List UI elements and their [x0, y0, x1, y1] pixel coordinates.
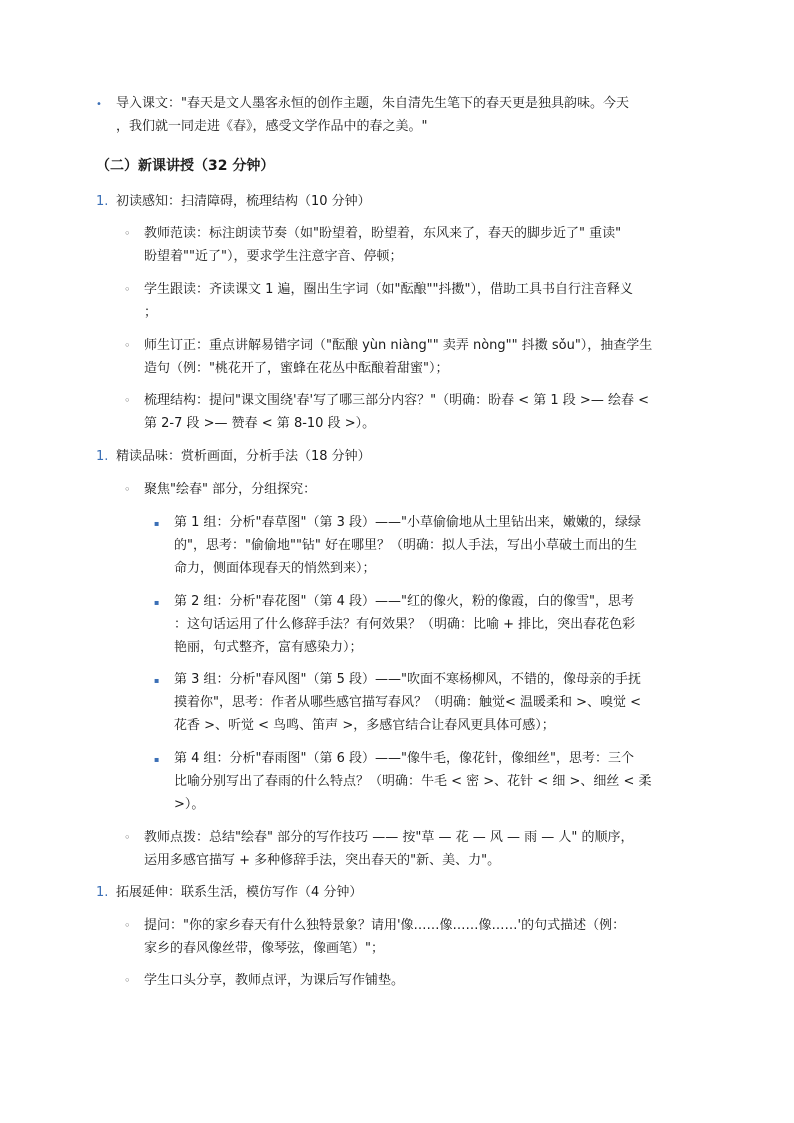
- step-1-item-4: [124, 389, 724, 435]
- item-line: ：这句话运用了什么修辞手法？有何效果？（明确：比喻 + 排比，突出春花色彩: [174, 617, 636, 632]
- item-line: 教师范读：标注朗读节奏（如"盼望着，盼望着，东风来了，春天的脚步近了" 重读": [144, 226, 622, 241]
- step-number: 1.: [96, 194, 109, 209]
- item-line: 聚焦"绘春" 部分，分组探究：: [144, 482, 317, 497]
- item-line: 第 2 组：分析"春花图"（第 4 段）——"红的像火，粉的像霞，白的像雪"，思考: [174, 594, 634, 609]
- step-3-heading: [96, 881, 716, 904]
- intro-line-2: ，我们就一同走进《春》，感受文学作品中的春之美。": [116, 119, 428, 134]
- item-line: 的"，思考："偷偷地""钻" 好在哪里？（明确：拟人手法，写出小草破土而出的生: [174, 538, 638, 553]
- item-line: 花香 >、听觉 < 鸟鸣、笛声 >，多感官结合让春风更具体可感）；: [174, 718, 555, 733]
- item-line: 师生订正：重点讲解易错字词（"酝酿 yùn niàng"" 卖弄 nòng"" 抖擞 sǒu"），抽查学生: [144, 338, 653, 353]
- item-line: 家乡的春风像丝带，像琴弦，像画笔）"；: [144, 941, 384, 956]
- item-line: 第 3 组：分析"春风图"（第 5 段）——"吹面不寒杨柳风，不错的，像母亲的手抚: [174, 672, 642, 687]
- group-item-3: [154, 668, 714, 737]
- item-line: 梳理结构：提问"课文围绕'春'写了哪三部分内容？"（明确：盼春 < 第 1 段 >— 绘春 <: [144, 393, 649, 408]
- square-marker: ▪: [154, 519, 160, 528]
- item-line: 第 4 组：分析"春雨图"（第 6 段）——"像牛毛，像花针，像细丝"，思考：三个: [174, 751, 634, 766]
- intro-line-1: 导入课文："春天是文人墨客永恒的创作主题，朱自清先生笔下的春天更是独具韵味。今天: [116, 96, 629, 111]
- item-line: 盼望着""近了"），要求学生注意字音、停顿；: [144, 249, 403, 264]
- square-marker: ▪: [154, 598, 160, 607]
- item-line: ；: [144, 305, 158, 320]
- step-2-focus: [124, 478, 724, 501]
- item-line: 第 1 组：分析"春草图"（第 3 段）——"小草偷偷地从土里钻出来，嫩嫩的，绿绿: [174, 515, 642, 530]
- circle-marker: ◦: [124, 919, 131, 932]
- step-1-item-3: [124, 334, 724, 380]
- bullet-marker: •: [96, 99, 102, 110]
- circle-marker: ◦: [124, 394, 131, 407]
- item-line: 命力，侧面体现春天的悄然到来）；: [174, 561, 376, 576]
- circle-marker: ◦: [124, 227, 131, 240]
- item-line: 摸着你"，思考：作者从哪些感官描写春风？（明确：触觉< 温暖柔和 >、嗅觉 <: [174, 695, 642, 710]
- item-line: 运用多感官描写 + 多种修辞手法，突出春天的"新、美、力"。: [144, 853, 501, 868]
- circle-marker: ◦: [124, 483, 131, 496]
- step-2-title: 精读品味：赏析画面，分析手法（18 分钟）: [116, 449, 371, 464]
- step-2-heading: [96, 445, 716, 468]
- item-line: 造句（例："桃花开了，蜜蜂在花丛中酝酿着甜蜜"）；: [144, 361, 449, 376]
- step-1-item-2: [124, 278, 724, 324]
- item-line: 提问："你的家乡春天有什么独特景象？请用'像……像……像……'的句式描述（例：: [144, 918, 626, 933]
- group-item-4: [154, 747, 714, 816]
- step-1-title: 初读感知：扫清障碍，梳理结构（10 分钟）: [116, 194, 371, 209]
- step-3-item-2: [124, 969, 724, 992]
- item-line: 第 2-7 段 >— 赞春 < 第 8-10 段 >）。: [144, 416, 376, 431]
- item-line: 学生口头分享，教师点评，为课后写作铺垫。: [144, 973, 405, 988]
- circle-marker: ◦: [124, 974, 131, 987]
- step-number: 1.: [96, 449, 109, 464]
- circle-marker: ◦: [124, 831, 131, 844]
- step-2-summary: [124, 826, 724, 872]
- square-marker: ▪: [154, 755, 160, 764]
- group-item-1: [154, 511, 714, 580]
- section-heading: （二）新课讲授（32 分钟）: [96, 158, 275, 174]
- group-item-2: [154, 590, 714, 659]
- intro-paragraph: [96, 92, 716, 138]
- item-line: >）。: [174, 797, 205, 812]
- circle-marker: ◦: [124, 339, 131, 352]
- item-line: 艳丽，句式整齐，富有感染力）；: [174, 640, 363, 655]
- square-marker: ▪: [154, 676, 160, 685]
- item-line: 学生跟读：齐读课文 1 遍，圈出生字词（如"酝酿""抖擞"），借助工具书自行注音释义: [144, 282, 633, 297]
- item-line: 比喻分别写出了春雨的什么特点？（明确：牛毛 < 密 >、花针 < 细 >、细丝 < 柔: [174, 774, 652, 789]
- step-1-heading: [96, 190, 716, 213]
- item-line: 教师点拨：总结"绘春" 部分的写作技巧 —— 按"草 — 花 — 风 — 雨 — 人" 的顺序，: [144, 830, 634, 845]
- step-1-item-1: [124, 222, 724, 268]
- step-number: 1.: [96, 885, 109, 900]
- step-3-item-1: [124, 914, 724, 960]
- step-3-title: 拓展延伸：联系生活，模仿写作（4 分钟）: [116, 885, 363, 900]
- circle-marker: ◦: [124, 283, 131, 296]
